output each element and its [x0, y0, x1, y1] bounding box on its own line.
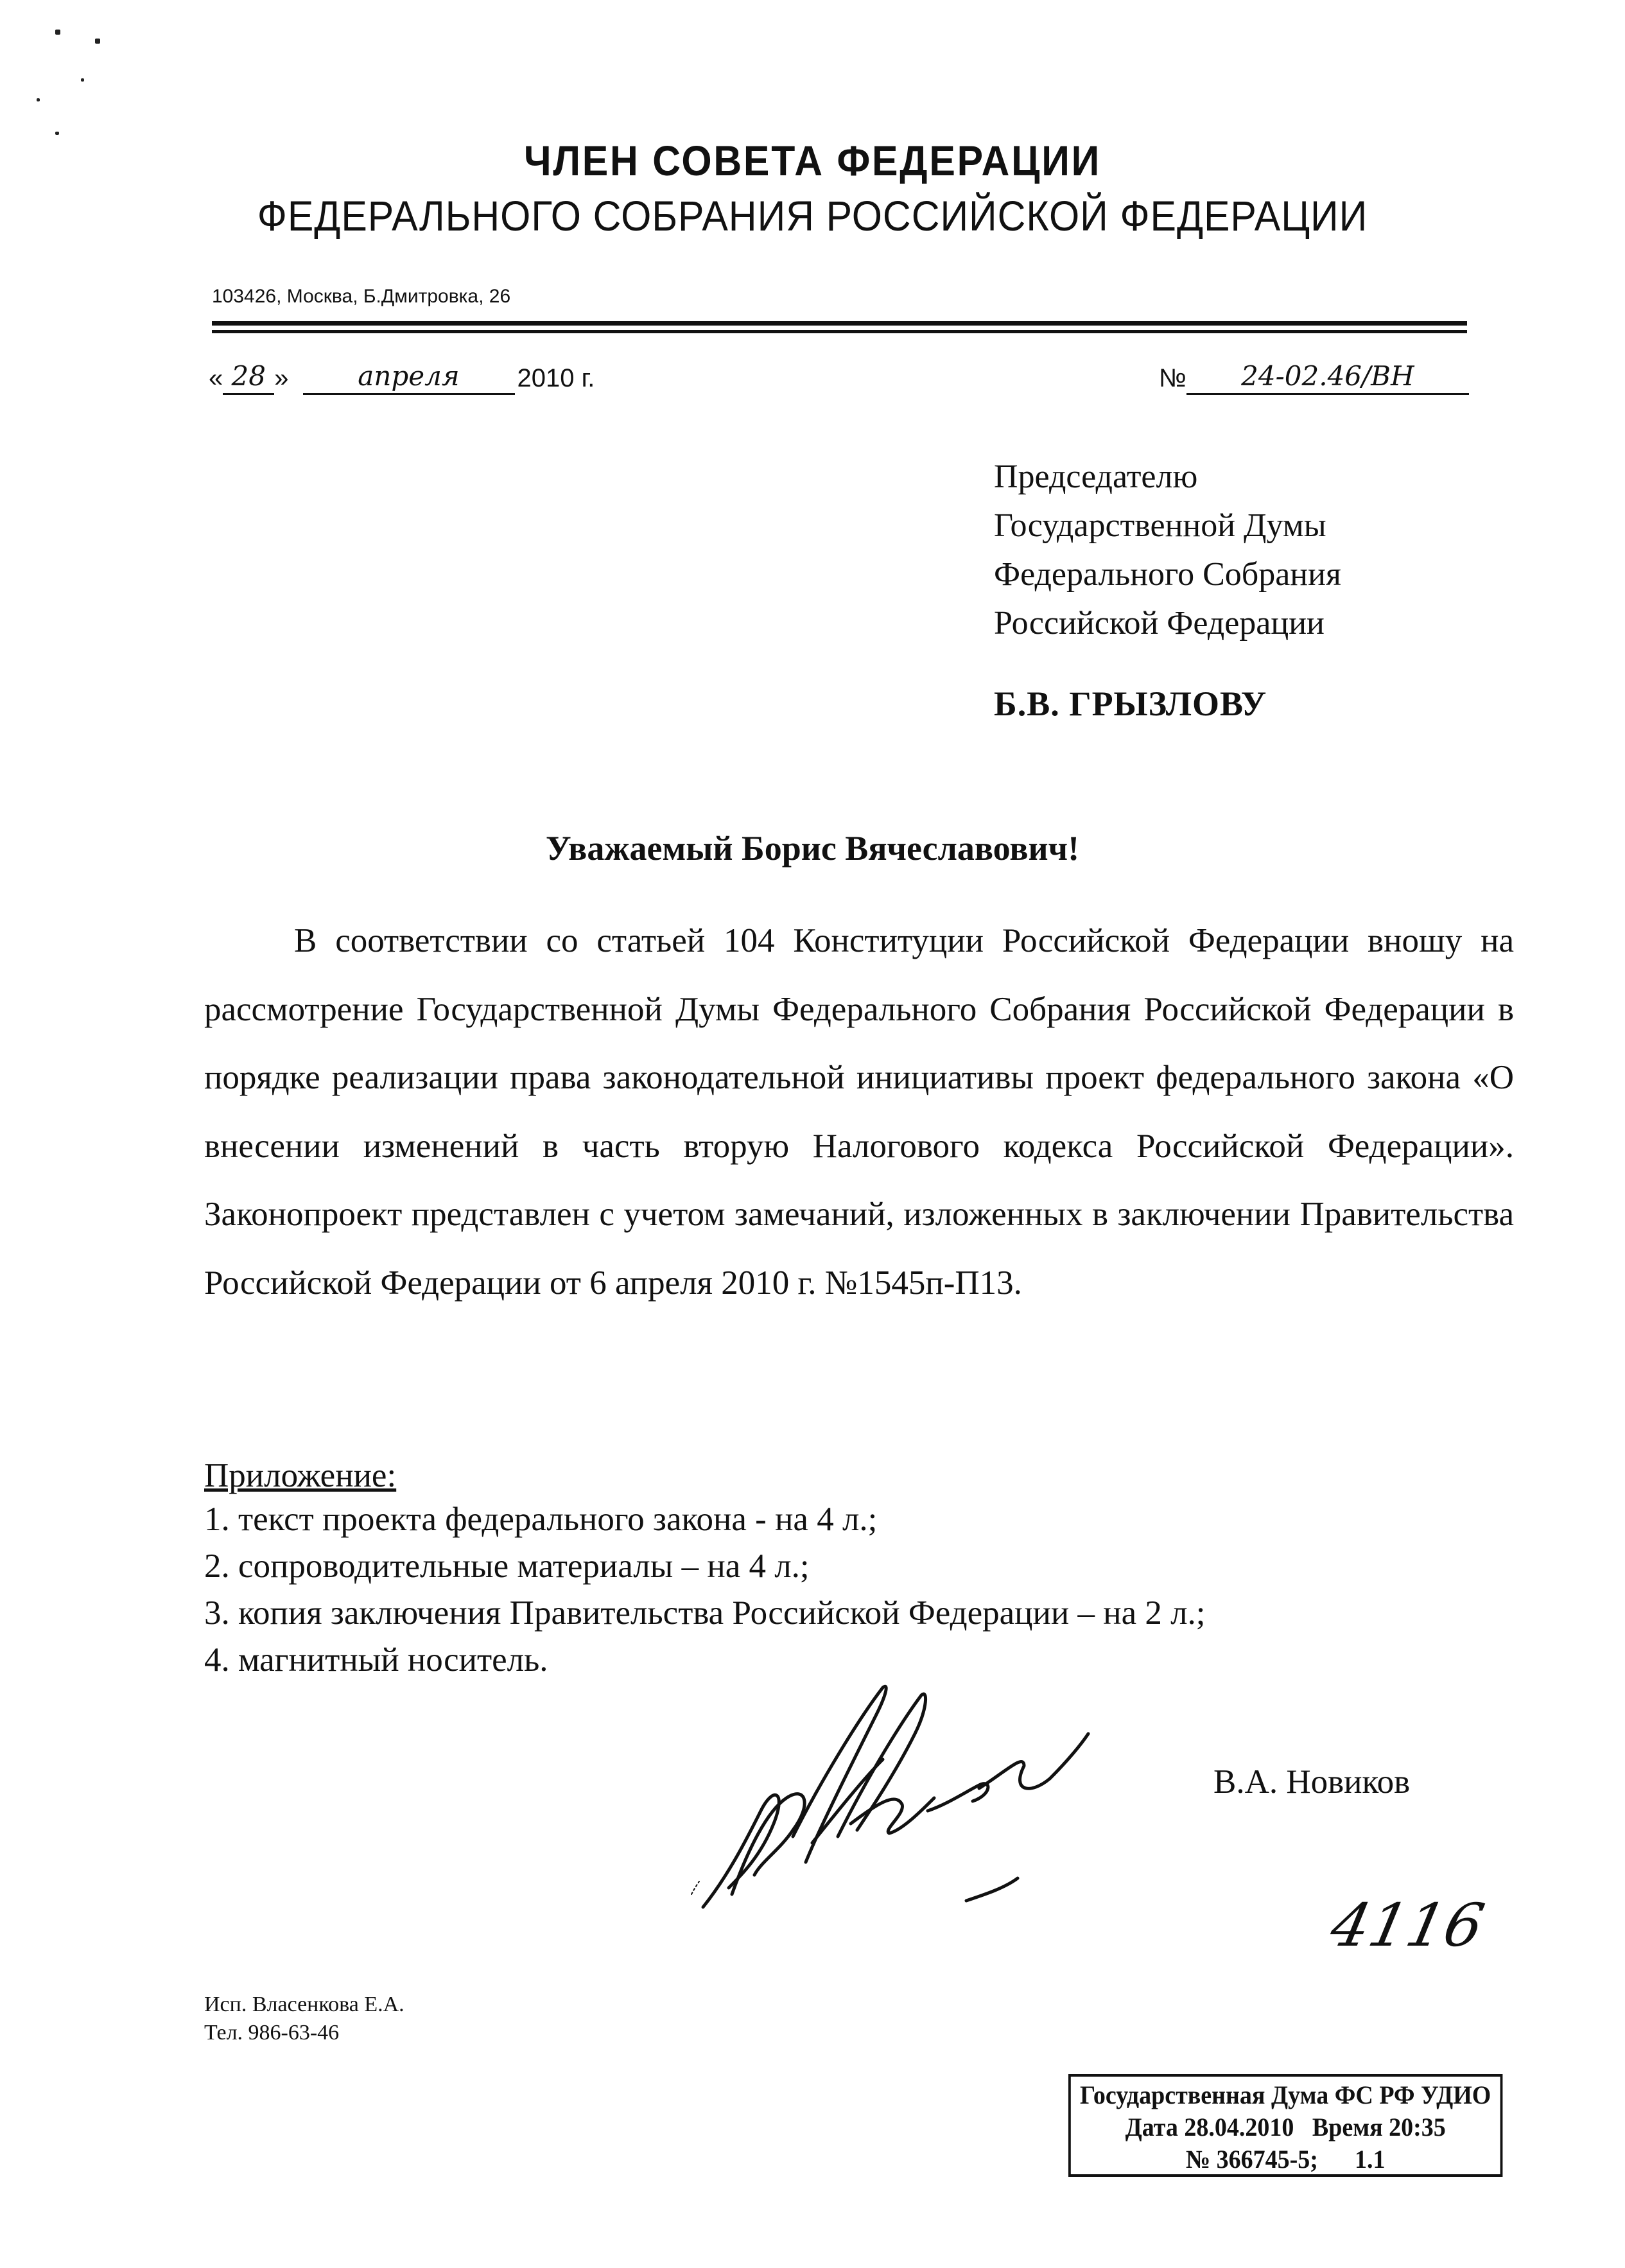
addressee-line: Председателю [994, 458, 1198, 495]
stamp-line-datetime: Дата 28.04.2010 Время 20:35 [1125, 2113, 1446, 2142]
attachment-item: 3. копия заключения Правительства Российской Федерации – на 2 л.; [204, 1594, 1206, 1632]
stamp-line-organization: Государственная Дума ФС РФ УДИО [1080, 2080, 1491, 2109]
executor-phone: Тел. 986-63-46 [204, 2021, 340, 2045]
addressee-line: Государственной Думы [994, 507, 1326, 544]
stamp-line-number: № 366745-5; 1.1 [1185, 2145, 1386, 2174]
attachment-item: 4. магнитный носитель. [204, 1641, 548, 1679]
date-close-quote: » [274, 364, 289, 392]
letterhead-rule-top [212, 321, 1467, 326]
document-number [1159, 360, 1469, 395]
recipient-name: Б.В. ГРЫЗЛОВУ [994, 685, 1267, 723]
attachments-list [204, 1496, 1206, 1684]
scan-speck [95, 39, 100, 44]
attachment-item: 2. сопроводительные материалы – на 4 л.; [204, 1548, 810, 1585]
attachments-title: Приложение: [204, 1457, 397, 1494]
date-year: 2010 г. [517, 364, 595, 392]
signer-name: В.А. Новиков [1213, 1763, 1411, 1801]
scan-speck [55, 132, 59, 135]
registration-stamp [1068, 2074, 1502, 2177]
addressee-line: Федерального Собрания [994, 556, 1341, 593]
letterhead-address: 103426, Москва, Б.Дмитровка, 26 [212, 286, 511, 307]
letterhead-rule-bottom [212, 330, 1467, 333]
addressee-block [994, 453, 1341, 648]
attachment-item: 1. текст проекта федерального закона - на 4 л.; [204, 1501, 878, 1538]
number-value-handwritten: 24-02.46/ВН [1186, 360, 1469, 395]
salutation: Уважаемый Борис Вячеславович! [545, 829, 1080, 868]
letterhead-title-line1: ЧЛЕН СОВЕТА ФЕДЕРАЦИИ [523, 137, 1102, 184]
scan-speck [37, 98, 40, 101]
executor-name: Исп. Власенкова Е.А. [204, 1993, 404, 2016]
handwritten-registration-number: 4116 [1325, 1891, 1490, 1960]
number-label: № [1159, 364, 1186, 392]
executor-block [204, 1991, 404, 2047]
document-date [209, 360, 595, 395]
handwritten-signature-icon [690, 1682, 1178, 1914]
scan-speck [55, 30, 60, 35]
addressee-line: Российской Федерации [994, 605, 1325, 641]
date-month-handwritten: апреля [303, 360, 515, 395]
date-day-handwritten: 28 [223, 360, 274, 395]
letter-body: В соответствии со статьей 104 Конституции Российской Федерации вношу на рассмотрение Государственной Думы Федерального Собрания Российской Федерации в порядке реализации права законодательной инициативы проект федерального закона «О внесении изменений в часть вторую Налогового кодекса Российской Федерации». Законопроект представлен с учетом замечаний, изложенных в заключении Правительства Российской Федерации от 6 апреля 2010 г. №1545п-П13. [204, 922, 1514, 1302]
letterhead-title-line2: ФЕДЕРАЛЬНОГО СОБРАНИЯ РОССИЙСКОЙ ФЕДЕРАЦИИ [257, 192, 1368, 240]
scan-speck [81, 78, 84, 82]
date-open-quote: « [209, 364, 223, 392]
